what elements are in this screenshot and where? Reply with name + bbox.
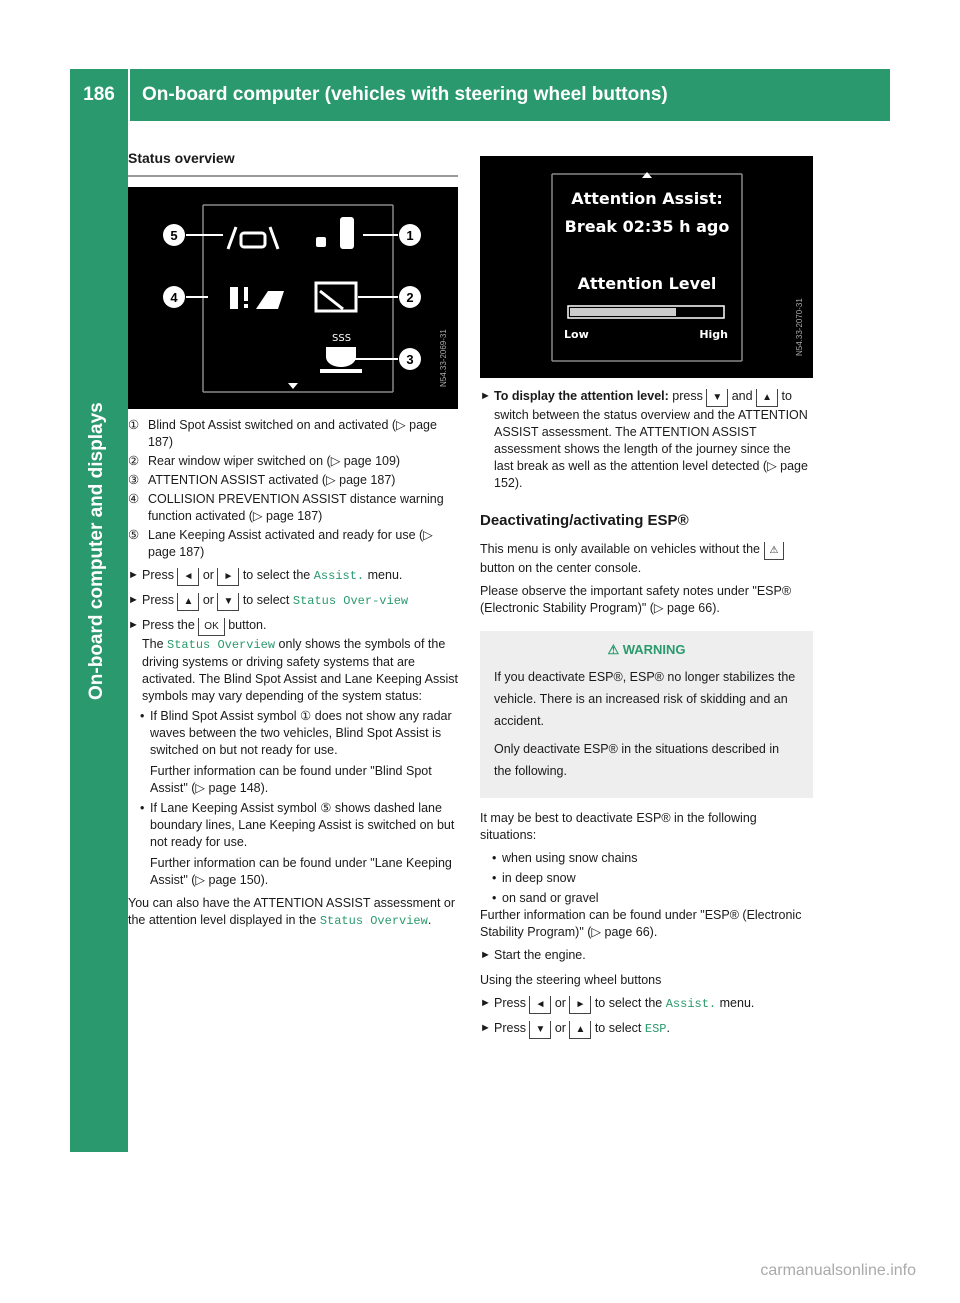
paragraph: This menu is only available on vehicles without the ⚠ button on the center console. xyxy=(480,541,813,577)
svg-text:4: 4 xyxy=(170,290,178,305)
paragraph: Please observe the important safety notes under "ESP® (Electronic Stability Program)" (▷ page 66). xyxy=(480,584,792,615)
legend-item: ③ ATTENTION ASSIST activated (▷ page 187) xyxy=(128,473,396,487)
step-select-assist: ► Press ◄ or ► to select the Assist. menu. xyxy=(128,567,458,586)
legend-item: ① Blind Spot Assist switched on and activated (▷ page 187) xyxy=(128,418,437,449)
step-display-attention: ► To display the attention level: press ▼ and ▲ to switch between the status overview and the ATTENTION ASSIST assessment. The ATTENTION ASSIST assessment shows the length of the journey since the last break as well as the attention level detected (▷ page 152). xyxy=(480,389,808,490)
footer-watermark: carmanualsonline.info xyxy=(760,1262,916,1279)
warning-title: ⚠ WARNING xyxy=(607,642,686,657)
step-select-assist: ► Press ◄ or ► to select the Assist. menu. xyxy=(480,995,813,1014)
legend-item: ④ COLLISION PREVENTION ASSIST distance warning function activated (▷ page 187) xyxy=(128,492,444,523)
section-title-esp: Deactivating/activating ESP® xyxy=(480,512,689,529)
list-item: • on sand or gravel xyxy=(492,891,599,905)
list-item: • when using snow chains xyxy=(492,851,638,865)
paragraph: It may be best to deactivate ESP® in the following situations: xyxy=(480,811,757,842)
svg-text:5: 5 xyxy=(170,228,178,243)
legend xyxy=(128,417,458,561)
svg-text:3: 3 xyxy=(406,352,414,367)
status-screen xyxy=(128,187,458,409)
side-label: On-board computer and displays xyxy=(86,402,107,700)
legend-item: ② Rear window wiper switched on (▷ page 109) xyxy=(128,454,401,468)
header-divider xyxy=(128,69,130,121)
low-label: Low xyxy=(564,328,589,341)
warning-box xyxy=(480,631,813,798)
status-screen-graphic xyxy=(128,187,458,409)
screen-line-2: Break 02:35 h ago xyxy=(564,217,730,236)
screen-line-3: Attention Level xyxy=(577,274,717,293)
svg-text:2: 2 xyxy=(406,290,414,305)
list-item-note: Further information can be found under "Blind Spot Assist" (▷ page 148). xyxy=(150,764,432,795)
section-title-status: Status overview xyxy=(128,150,235,166)
distance-warning-icon xyxy=(230,287,284,309)
right-column xyxy=(480,156,813,1039)
symbol-code: N54.33-2070-31 xyxy=(795,298,804,356)
paragraph: Further information can be found under "ESP® (Electronic Stability Program)" (▷ page 66). xyxy=(480,908,802,939)
step-select-status: ► Press ▲ or ▼ to select Status Over-view xyxy=(128,592,458,611)
step-press-ok: ► Press the OK button. The Status Overview only shows the symbols of the driving systems or driving safety systems that are activated. The Blind Spot Assist and Lane Keeping Assist symbols may vary depending of the system status: xyxy=(128,618,458,703)
attention-screen-graphic xyxy=(480,156,813,378)
list-item-note: Further information can be found under "Lane Keeping Assist" (▷ page 150). xyxy=(150,856,452,887)
lane-keeping-icon xyxy=(228,227,278,249)
legend-item: ⑤ Lane Keeping Assist activated and ready for use (▷ page 187) xyxy=(128,528,433,559)
scroll-up-icon xyxy=(642,172,652,178)
divider xyxy=(128,175,458,177)
rear-wiper-icon xyxy=(316,283,356,311)
attention-screen xyxy=(480,156,813,378)
step-start-engine: ► Start the engine. xyxy=(480,948,586,962)
list-item: • If Lane Keeping Assist symbol ⑤ shows dashed lane boundary lines, Lane Keeping Assist is switched on but not ready for use. xyxy=(140,801,455,849)
paragraph: Using the steering wheel buttons xyxy=(480,973,662,987)
svg-text:1: 1 xyxy=(406,228,414,243)
scroll-down-icon xyxy=(288,383,298,389)
high-label: High xyxy=(699,328,728,341)
svg-text:SSS: SSS xyxy=(332,333,352,344)
symbol-code: N54.33-2069-31 xyxy=(439,329,448,387)
left-column xyxy=(128,150,458,936)
blind-spot-icon xyxy=(316,217,354,249)
screen-line-1: Attention Assist: xyxy=(571,189,723,208)
warning-text: Only deactivate ESP® in the situations described in the following. xyxy=(494,742,780,778)
page-number: 186 xyxy=(83,84,115,105)
warning-text: If you deactivate ESP®, ESP® no longer stabilizes the vehicle. There is an increased risk of skidding and an accident. xyxy=(494,670,796,728)
page-title: On-board computer (vehicles with steering wheel buttons) xyxy=(142,84,668,105)
list-item: • in deep snow xyxy=(492,871,576,885)
list-item: • If Blind Spot Assist symbol ① does not show any radar waves between the two vehicles, Blind Spot Assist is switched on but not ready for use. xyxy=(140,709,452,757)
step-select-esp: ► Press ▼ or ▲ to select ESP. xyxy=(480,1020,813,1039)
closing-paragraph: You can also have the ATTENTION ASSIST assessment or the attention level displayed in the Status Overview. xyxy=(128,896,456,928)
attention-level-fill xyxy=(570,308,676,316)
